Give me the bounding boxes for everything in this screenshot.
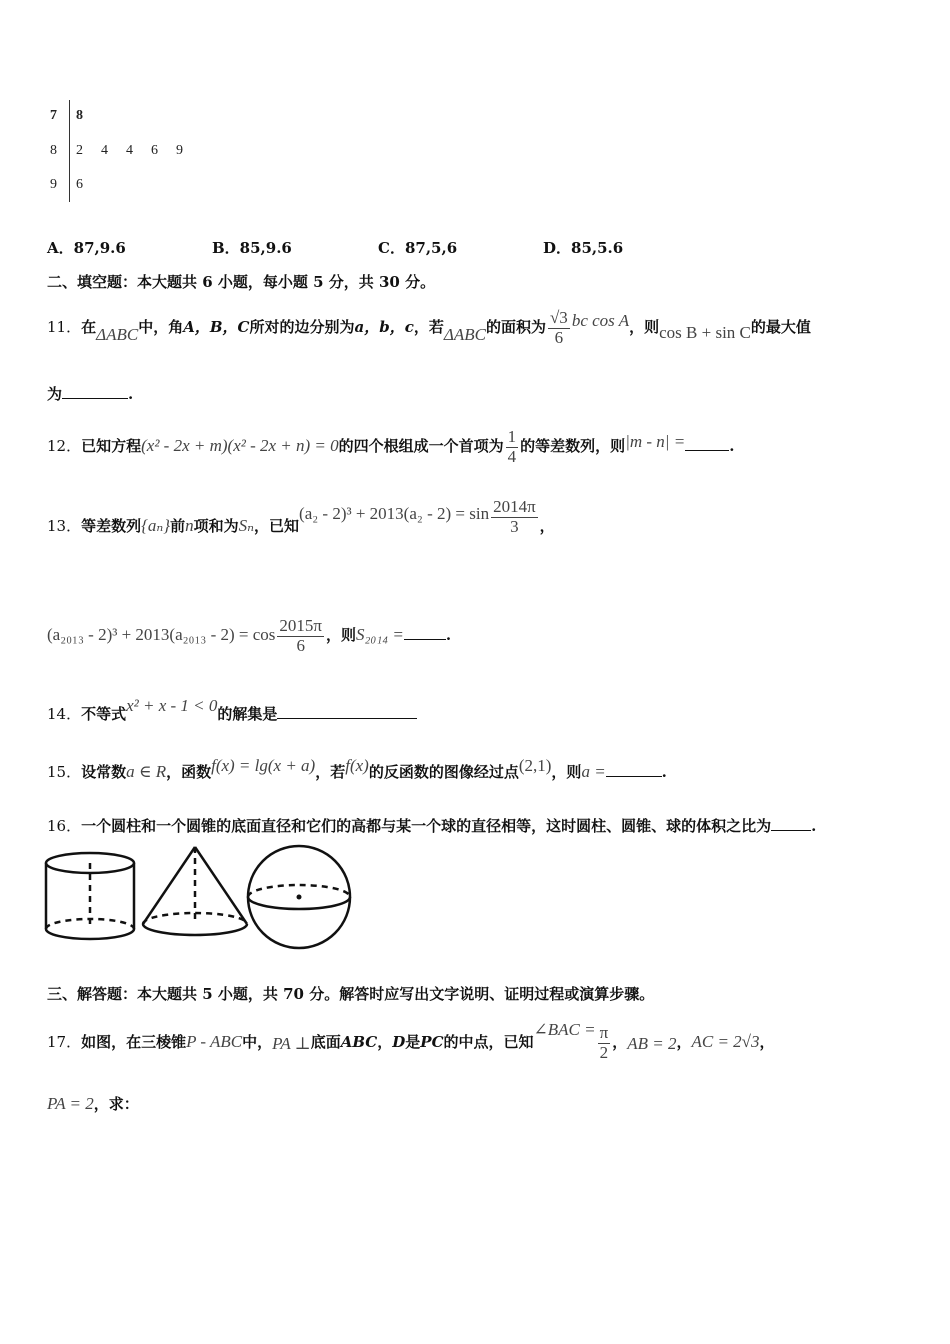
q11-text: 的最大值 [750,318,811,336]
q13-equation-1: (a₂ - 2)³ + 2013(a₂ - 2) = sin [299,504,490,523]
q17-text: ABC [340,1033,378,1051]
q17-text: D [392,1033,406,1051]
q13-text: . [445,626,452,644]
q17-fraction [598,1024,611,1062]
q12-text: . [729,437,735,455]
q15-text: . [661,763,667,781]
cone-figure [143,847,247,935]
q13-frac1-den: 3 [510,516,519,536]
option-c: C．87,5,6 [378,239,458,257]
q15-answer-blank [606,762,662,777]
q14-text: 的解集是 [217,705,278,723]
q17-text: 中， [242,1033,273,1051]
q13-frac2-num: 2015π [279,615,322,635]
q11-fraction [548,309,570,347]
question-11 [47,297,811,357]
q13-frac2-den: 6 [296,635,305,655]
q17-frac-den: 2 [599,1042,609,1062]
q17-pa: PA = 2 [47,1094,94,1113]
q12-frac-num: 1 [507,426,517,446]
question-14 [47,694,417,734]
q11-text: 的面积为 [485,318,546,336]
q15-condition: a ∈ R [126,762,167,781]
sphere-figure [248,846,350,948]
option-d: D．85,5.6 [543,239,624,257]
section-2-title: 二、填空题：本大题共 6 小题，每小题 5 分，共 30 分。 [47,273,436,291]
leaf-8-4: 9 [176,143,183,158]
question-17 [47,1012,775,1072]
q17-text: PC [420,1033,444,1051]
q17-ab: AB = 2 [627,1034,677,1053]
q17-ac: AC = 2√3 [691,1032,760,1051]
question-13-cont [47,605,451,665]
q12-fraction [506,428,519,466]
q11-expr-2: cos B + sin C [659,323,751,342]
q15-num: 15． [47,763,82,781]
option-a: A．87,9.6 [47,239,126,257]
q15-a: a = [581,762,606,781]
q14-answer-blank [277,704,417,719]
q12-num: 12． [47,437,82,455]
q15-text: ，函数 [166,763,212,781]
q15-text: ，若 [315,763,346,781]
q12-text: 已知方程 [81,437,142,455]
q13-s2014: S₂₀₁₄ = [356,625,404,644]
question-17-cont [47,1093,139,1114]
q17-text: ， [377,1033,393,1051]
q15-text: 的反函数的图像经过点 [368,763,519,781]
q11-text: 为 [47,385,63,403]
q17-pa-perp: PA ⊥ [272,1034,311,1053]
q11-text: 中，角 [138,318,184,336]
q16-text: 一个圆柱和一个圆锥的底面直径和它们的高都与某一个球的直径相等，这时圆柱、圆锥、球的体积之比为 [81,817,772,835]
q17-text: ， [759,1033,775,1051]
q17-text: 的中点，已知 [443,1033,534,1051]
q17-num: 17． [47,1033,82,1051]
section-3-title: 三、解答题：本大题共 5 小题，共 70 分。解答时应写出文字说明、证明过程或演算步骤。 [47,985,655,1003]
leaf-7-0: 8 [76,108,83,123]
q17-text: 底面 [310,1033,341,1051]
q15-point: (2,1) [518,756,552,775]
q11-text: ，则 [629,318,660,336]
q13-n: n [185,516,194,535]
q14-text: 不等式 [81,705,127,723]
q13-num: 13． [47,517,82,535]
q13-text: ，则 [326,626,357,644]
q16-answer-blank [771,816,811,831]
leaf-8-2: 4 [126,143,133,158]
q11-text: . [128,385,134,403]
q13-text: 前 [170,517,186,535]
q17-text: ， [612,1033,628,1051]
q11-text: a，b，c [354,318,414,336]
q13-sn: Sₙ [238,516,255,535]
q14-num: 14． [47,705,82,723]
stem-8: 8 [50,143,57,158]
q13-fraction-1 [491,498,538,536]
q13-text: ， [539,517,555,535]
leaf-8-3: 6 [151,143,158,158]
q11-frac-den: 6 [554,327,564,347]
q12-expr: |m - n| = [625,432,686,451]
q13-fraction-2 [277,617,324,655]
q17-angle: ∠BAC = [533,1020,596,1039]
q11-text: 所对的边分别为 [249,318,355,336]
leaf-8-0: 2 [76,143,83,158]
q17-text: 如图，在三棱锥 [81,1033,187,1051]
q14-inequality: x² + x - 1 < 0 [126,696,218,715]
q15-function: f(x) = lg(x + a) [211,756,316,775]
q12-text: 的四个根组成一个首项为 [338,437,504,455]
leaf-9-0: 6 [76,177,83,192]
q11-text: ，若 [413,318,444,336]
q12-text: 的等差数列，则 [520,437,626,455]
stem-9: 9 [50,177,57,192]
q11-triangle-1: ΔABC [96,325,139,344]
q13-answer-blank [404,625,446,640]
q13-text: 等差数列 [81,517,142,535]
q15-text: ，则 [551,763,582,781]
q13-sequence: {aₙ} [141,516,171,535]
q17-pyramid: P - ABC [186,1032,243,1051]
q17-frac-num: π [599,1022,609,1042]
q15-fx: f(x) [345,756,369,775]
q11-answer-blank [62,384,128,399]
question-13 [47,496,555,556]
q17-text: ， [676,1033,692,1051]
q11-text: 在 [81,318,97,336]
q11-triangle-2: ΔABC [443,325,486,344]
q13-text: 项和为 [193,517,239,535]
q11-num: 11． [47,318,82,336]
q16-num: 16． [47,817,82,835]
q12-answer-blank [685,436,729,451]
q11-frac-num: √3 [549,307,568,327]
leaf-8-1: 4 [101,143,108,158]
q15-text: 设常数 [81,763,127,781]
q16-figure [40,842,360,952]
q16-text: . [811,817,817,835]
q11-expr: bc cos A [571,311,630,330]
q17-text: 是 [405,1033,421,1051]
q13-frac1-num: 2014π [493,496,536,516]
question-12 [47,416,734,476]
stem-7: 7 [50,108,57,123]
stem-leaf-divider [69,100,70,202]
q13-equation-2: (a₂₀₁₃ - 2)³ + 2013(a₂₀₁₃ - 2) = cos [47,625,276,644]
q13-text: ，已知 [254,517,300,535]
q12-frac-den: 4 [507,446,517,466]
question-11-cont [47,383,133,404]
question-15 [47,752,667,792]
q12-equation: (x² - 2x + m)(x² - 2x + n) = 0 [141,436,339,455]
q17-text: ，求： [93,1095,139,1113]
cylinder-figure [46,853,134,939]
question-16 [47,815,816,836]
q11-text: A，B，C [183,318,250,336]
option-b: B．85,9.6 [212,239,292,257]
